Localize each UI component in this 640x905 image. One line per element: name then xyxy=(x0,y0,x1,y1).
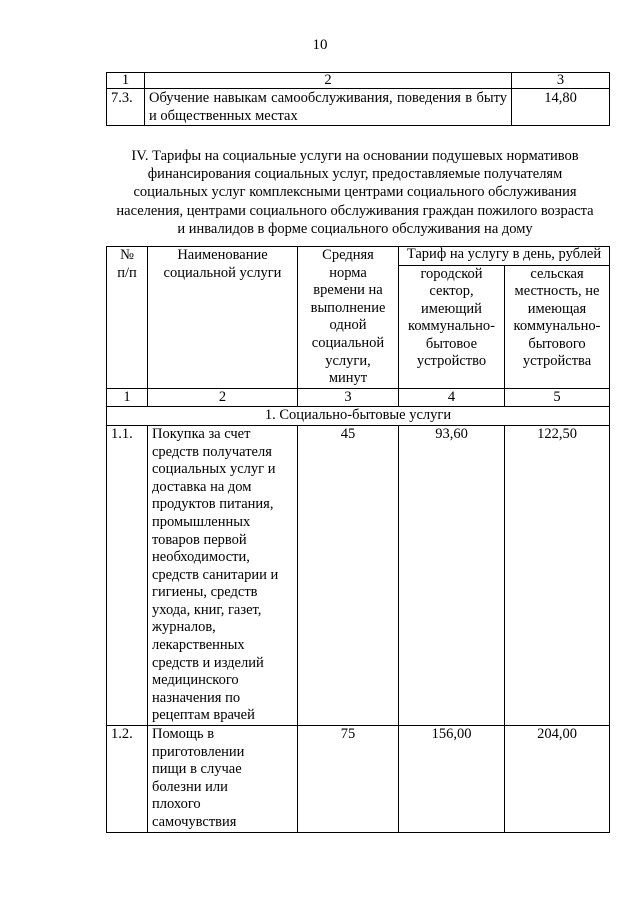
column-number: 3 xyxy=(298,388,399,407)
heading-line: финансирования социальных услуг, предоставляемые получателям xyxy=(147,166,563,183)
header-row xyxy=(107,247,610,266)
header-name: Наименование социальной услуги xyxy=(148,247,298,389)
heading-line: социальных услуг комплексными центрами социального обслуживания xyxy=(133,184,577,201)
group-title: 1. Социально-бытовые услуги xyxy=(107,407,610,426)
page-number: 10 xyxy=(312,37,328,53)
section-heading xyxy=(100,147,610,238)
column-number: 2 xyxy=(148,388,298,407)
group-row xyxy=(107,407,610,426)
column-number: 1 xyxy=(107,73,145,89)
header-num: № п/п xyxy=(107,247,148,389)
column-number: 1 xyxy=(107,388,148,407)
norm-value: 75 xyxy=(298,726,399,833)
norm-value: 45 xyxy=(298,425,399,725)
table-row xyxy=(107,89,610,126)
heading-line: IV. Тарифы на социальные услуги на основании подушевых нормативов xyxy=(131,148,579,164)
column-number: 4 xyxy=(399,388,505,407)
table-row xyxy=(107,425,610,725)
column-number-row xyxy=(107,388,610,407)
header-rural: сельская местность, не имеющая коммунально- бытового устройства xyxy=(505,265,610,388)
heading-line: и инвалидов в форме социального обслуживания на дому xyxy=(177,220,533,237)
row-number: 7.3. xyxy=(107,89,145,126)
service-name: Покупка за счет средств получателя социальных услуг и доставка на дом продуктов питания, промышленных товаров первой необходимости, средств санитарии и гигиены, средств ухода, книг, газет, журналов, лекарственных средств и изделий медицинского назначения по рецептам врачей xyxy=(148,425,298,725)
service-name: Обучение навыкам самообслуживания, поведения в быту и общественных местах xyxy=(145,89,512,126)
urban-tariff: 156,00 xyxy=(399,726,505,833)
header-norm: Средняя норма времени на выполнение одной социальной услуги, минут xyxy=(298,247,399,389)
urban-tariff: 93,60 xyxy=(399,425,505,725)
header-urban: городской сектор, имеющий коммунально- бытовое устройство xyxy=(399,265,505,388)
column-number: 3 xyxy=(512,73,610,89)
row-number: 1.2. xyxy=(107,726,148,833)
column-number: 5 xyxy=(505,388,610,407)
table-row xyxy=(107,726,610,833)
continuation-table xyxy=(106,72,610,126)
tariff-table xyxy=(106,246,610,833)
column-number-row xyxy=(107,73,610,89)
rural-tariff: 122,50 xyxy=(505,425,610,725)
service-value: 14,80 xyxy=(512,89,610,126)
header-tariff: Тариф на услугу в день, рублей xyxy=(399,247,610,266)
service-name: Помощь в приготовлении пищи в случае болезни или плохого самочувствия xyxy=(148,726,298,833)
heading-line: населения, центрами социального обслуживания граждан пожилого возраста xyxy=(116,202,594,219)
rural-tariff: 204,00 xyxy=(505,726,610,833)
column-number: 2 xyxy=(145,73,512,89)
row-number: 1.1. xyxy=(107,425,148,725)
